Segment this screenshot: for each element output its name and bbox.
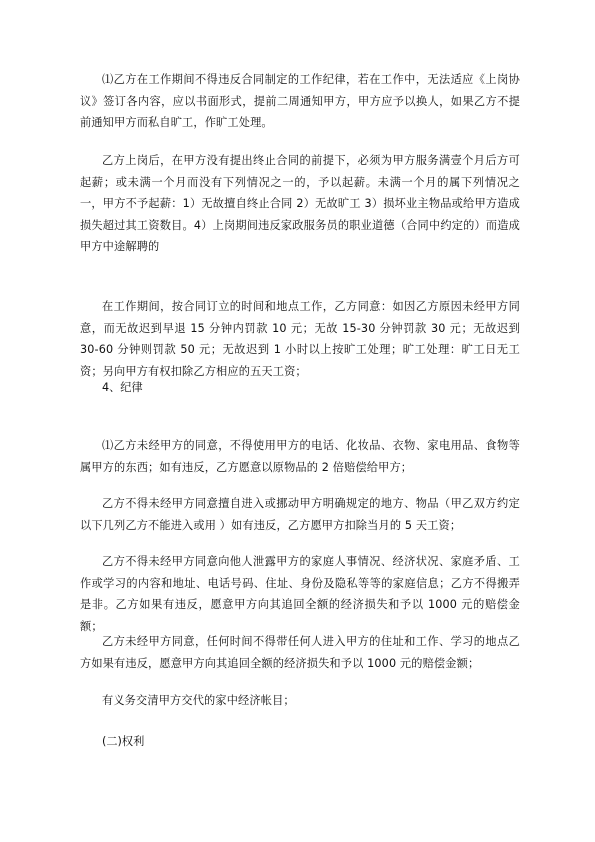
section-heading-discipline: 4、纪律 [102,381,143,394]
clause-work-discipline-paragraph: ⑴乙方在工作期间不得违反合同制定的工作纪律，若在工作中，无法适应《上岗协议》签订各内容，应以书面形式，提前二周通知甲方，甲方应予以换人，如果乙方不提前通知甲方而私自旷工，作旷工处理。 [80,73,520,129]
section-heading-rights: (二)权利 [102,735,145,748]
clause-visitors-paragraph: 乙方未经甲方同意，任何时间不得带任何人进入甲方的住址和工作、学习的地点乙方如果有违反，愿意甲方向其追回全额的经济损失和予以 1000 元的赔偿金额； [80,635,520,670]
clause-privacy-paragraph: 乙方不得未经甲方同意向他人泄露甲方的家庭人事情况、经济状况、家庭矛盾、工作或学习的内容和地址、电话号码、住址、身份及隐私等等的家庭信息；乙方不得搬弄是非。乙方如果有违反，愿意甲方向其追回全额的经济损失和予以 1000 元的赔偿金额； [80,555,520,633]
clause-accounts-paragraph: 有义务交清甲方交代的家中经济帐目； [102,694,295,707]
clause-use-of-property-paragraph: ⑴乙方未经甲方的同意，不得使用甲方的电话、化妆品、衣物、家电用品、食物等属甲方的东西；如有违反，乙方愿意以原物品的 2 倍赔偿给甲方； [80,439,520,474]
clause-restricted-areas-paragraph: 乙方不得未经甲方同意擅自进入或挪动甲方明确规定的地方、物品（甲乙双方约定以下几列乙方不能进入或用 ）如有违反，乙方愿甲方扣除当月的 5 天工资； [80,497,520,532]
clause-salary-start-paragraph: 乙方上岗后，在甲方没有提出终止合同的前提下，必须为甲方服务满壹个月后方可起薪；或未满一个月而没有下列情况之一的，予以起薪。未满一个月的属下列情况之一，甲方不予起薪：1）无故擅自终止合同 2）无故旷工 3）损坏业主物品或给甲方造成损失超过其工资数目。4）上岗期间违反家政服务员的职业道德（合同中约定的）而造成甲方中途解聘的 [80,154,520,253]
clause-lateness-penalty-paragraph: 在工作期间，按合同订立的时间和地点工作，乙方同意：如因乙方原因未经甲方同意，而无故迟到早退 15 分钟内罚款 10 元；无故 15-30 分钟罚款 30 元；无故迟到 30-60 分钟则罚款 50 元；无故迟到 1 小时以上按旷工处理；旷工处理：旷工日无工资；另向甲方有权扣除乙方相应的五天工资； [80,300,520,378]
